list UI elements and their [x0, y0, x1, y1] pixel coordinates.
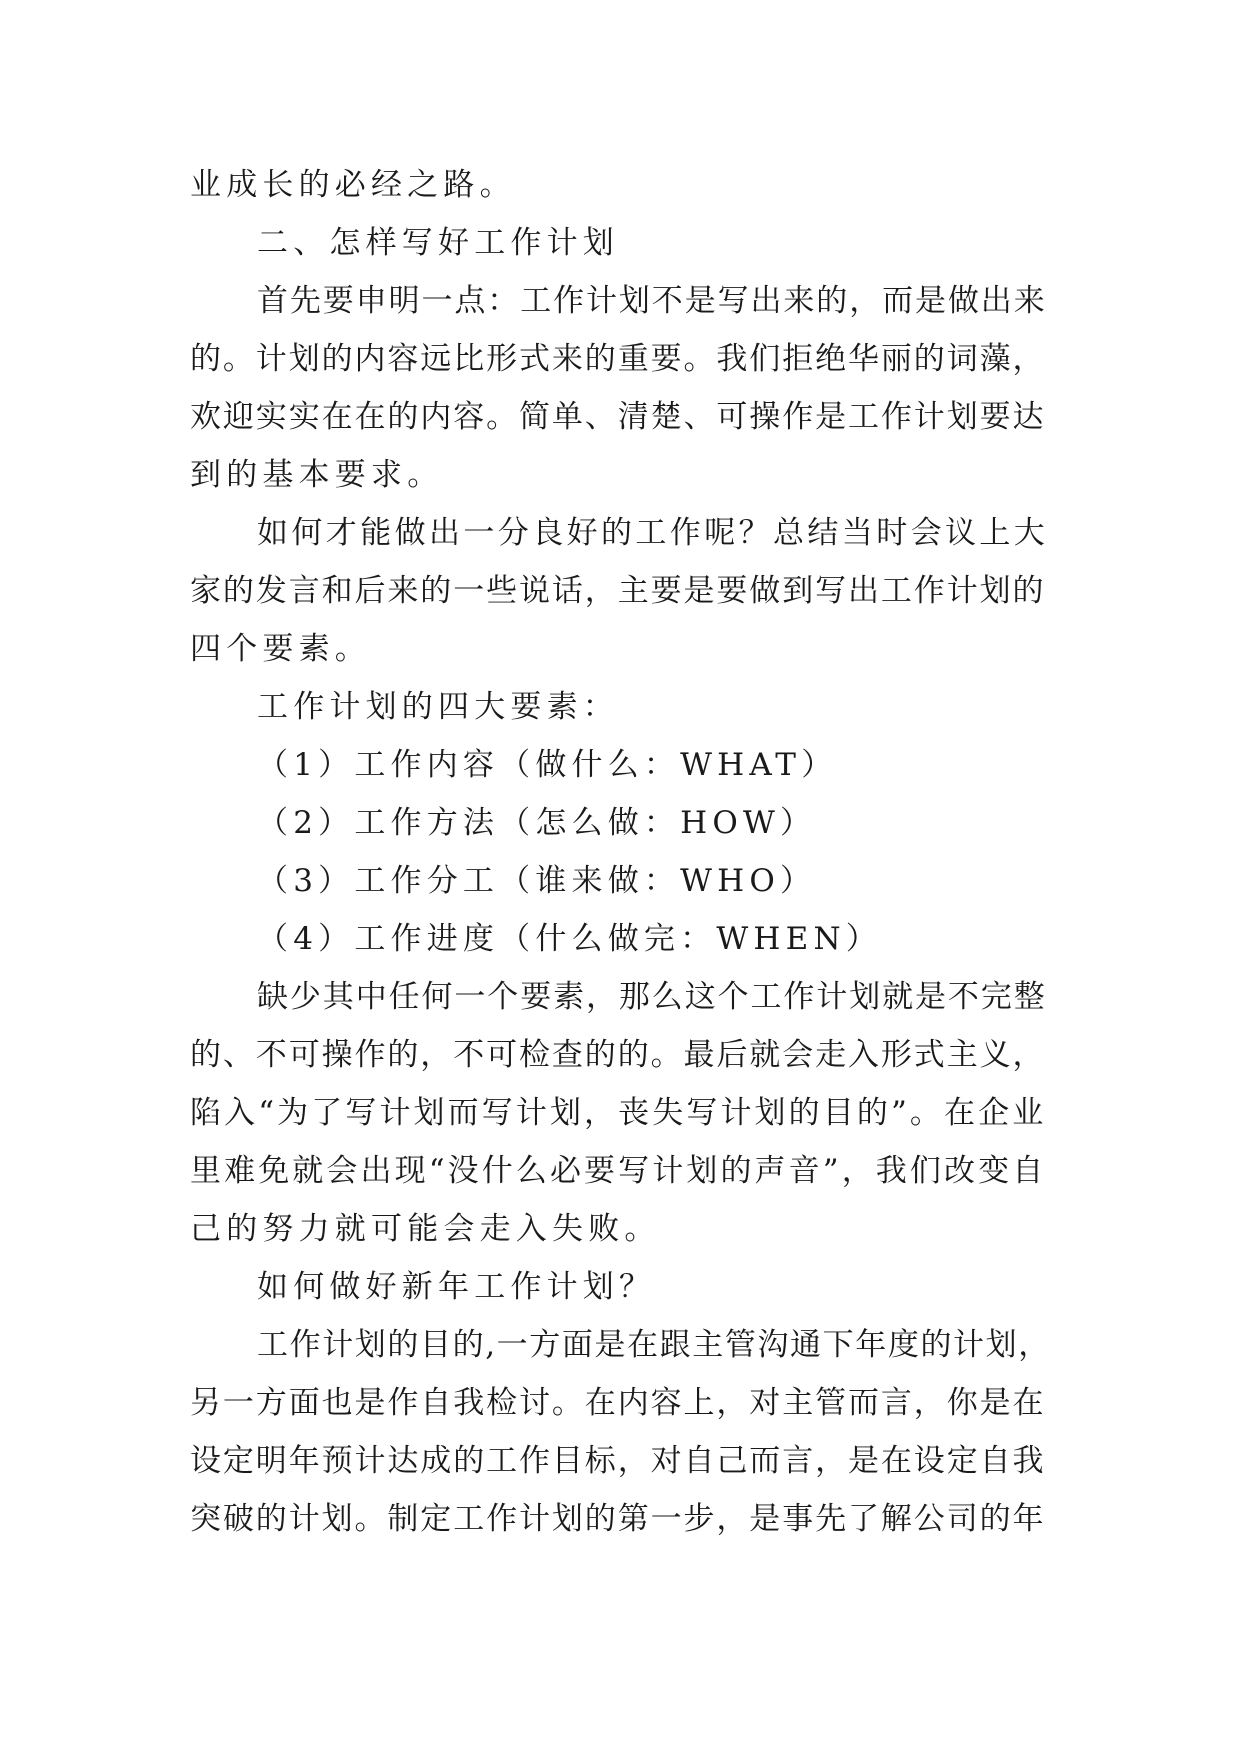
paragraph-line: 的。计划的内容远比形式来的重要。我们拒绝华丽的词藻，: [190, 341, 1046, 377]
paragraph-line: 家的发言和后来的一些说话，主要是要做到写出工作计划的: [190, 573, 1046, 609]
paragraph-line: 己的努力就可能会走入失败。: [190, 1211, 661, 1247]
paragraph-line: 里难免就会出现“没什么必要写计划的声音”，我们改变自: [190, 1153, 1047, 1189]
paragraph-line: 陷入“为了写计划而写计划，丧失写计划的目的”。在企业: [190, 1095, 1047, 1131]
section-heading: 二、怎样写好工作计划: [257, 225, 619, 261]
paragraph-line: 工作计划的目的,一方面是在跟主管沟通下年度的计划，: [257, 1327, 1051, 1363]
section-heading: 如何做好新年工作计划？: [257, 1269, 656, 1305]
paragraph-line: 设定明年预计达成的工作目标，对自己而言，是在设定自我: [190, 1443, 1046, 1479]
paragraph-line: 另一方面也是作自我检讨。在内容上，对主管而言，你是在: [190, 1385, 1046, 1421]
list-item: （1）工作内容（做什么：WHAT）: [257, 747, 838, 783]
list-item: （4）工作进度（什么做完：WHEN）: [257, 921, 882, 957]
list-item: （3）工作分工（谁来做：WHO）: [257, 863, 817, 899]
paragraph-line: 欢迎实实在在的内容。简单、清楚、可操作是工作计划要达: [190, 399, 1046, 435]
paragraph-line: 首先要申明一点：工作计划不是写出来的，而是做出来: [257, 283, 1047, 319]
list-item: （2）工作方法（怎么做：HOW）: [257, 805, 817, 841]
paragraph-line: 业成长的必经之路。: [190, 167, 516, 203]
paragraph-line: 的、不可操作的，不可检查的的。最后就会走入形式主义，: [190, 1037, 1046, 1073]
paragraph-line: 工作计划的四大要素：: [257, 689, 619, 725]
paragraph-line: 如何才能做出一分良好的工作呢？总结当时会议上大: [257, 515, 1049, 551]
paragraph-line: 四个要素。: [190, 631, 371, 667]
paragraph-line: 缺少其中任何一个要素，那么这个工作计划就是不完整: [257, 979, 1047, 1015]
paragraph-line: 突破的计划。制定工作计划的第一步，是事先了解公司的年: [190, 1501, 1046, 1537]
paragraph-line: 到的基本要求。: [190, 457, 444, 493]
